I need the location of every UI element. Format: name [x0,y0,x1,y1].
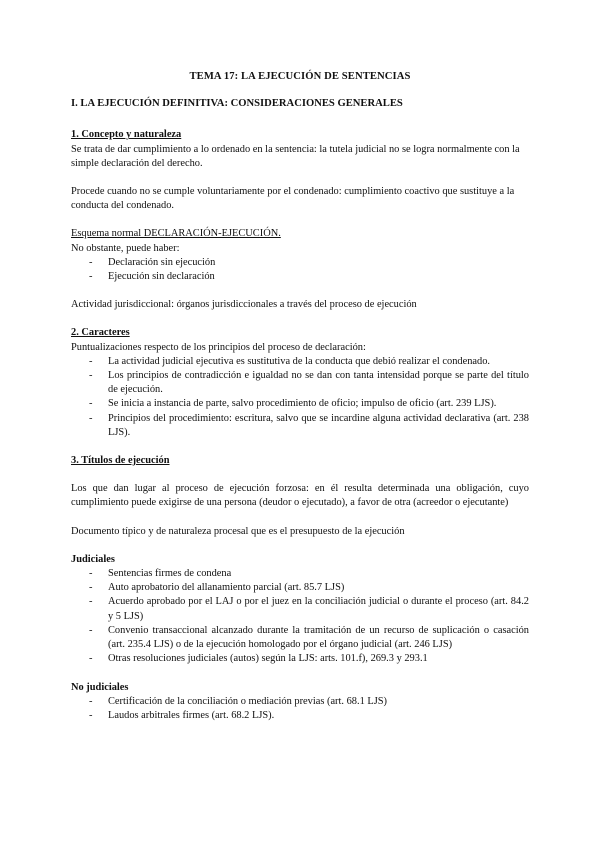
paragraph-concepto-2: Procede cuando no se cumple voluntariamente por el condenado: cumplimiento coactivo que sustituye a la conducta del condenado. [71,186,515,212]
list-caracteres [71,355,529,440]
list-item-text: Se inicia a instancia de parte, salvo procedimiento de oficio; impulso de oficio (art. 239 LJS). [108,398,497,410]
heading-concepto: 1. Concepto y naturaleza [71,129,182,141]
list-item-text: Ejecución sin declaración [108,271,215,283]
list-item-text: Otras resoluciones judiciales (autos) según la LJS: arts. 101.f), 269.3 y 293.1 [108,653,428,665]
heading-caracteres: 2. Caracteres [71,327,130,339]
heading-judiciales: Judiciales [71,553,115,565]
dash-bullet: - [89,271,93,283]
dash-bullet: - [89,695,93,707]
list-item [71,412,529,440]
list-item [71,652,529,666]
list-concepto [71,256,529,284]
list-judiciales [71,567,529,666]
document-title: TEMA 17: LA EJECUCIÓN DE SENTENCIAS [189,71,411,82]
paragraph-concepto-1: Se trata de dar cumplimiento a lo ordenado en la sentencia: la tutela judicial no se logra normalmente con la simple declaración del derecho. [71,143,520,169]
dash-bullet: - [89,624,93,636]
schema-line: Esquema normal DECLARACIÓN-EJECUCIÓN. [71,228,281,240]
heading-titulos: 3. Títulos de ejecución [71,455,170,467]
list-item-text: Convenio transaccional alcanzado durante la tramitación de un recurso de suplicación o casación (art. 235.4 LJS) o de la ejecución homologado por el órgano judicial (art. 246 LJS) [108,624,529,651]
list-item [71,709,529,723]
dash-bullet: - [89,653,93,665]
list-item-text: Laudos arbitrales firmes (art. 68.2 LJS). [108,709,275,721]
list-item [71,256,529,270]
caracteres-intro: Puntualizaciones respecto de los principios del proceso de declaración: [71,341,366,353]
section-title: I. LA EJECUCIÓN DEFINITIVA: CONSIDERACIONES GENERALES [71,98,403,110]
list-item [71,369,529,397]
list-item [71,624,529,652]
dash-bullet: - [89,370,93,382]
list-item-text: Certificación de la conciliación o mediación previas (art. 68.1 LJS) [108,695,388,707]
list-item [71,355,529,369]
dash-bullet: - [89,412,93,424]
activity-line: Actividad jurisdiccional: órganos jurisdiccionales a través del proceso de ejecución [71,299,417,311]
however-line: No obstante, puede haber: [71,242,180,254]
dash-bullet: - [89,709,93,721]
list-item [71,581,529,595]
list-item [71,567,529,581]
paragraph-titulos-1: Los que dan lugar al proceso de ejecución forzosa: en él resulta determinada una obligación, cuyo cumplimiento puede exigirse de una persona (deudor o ejecutado), a favor de otra (acreedor o ejecutante) [71,483,529,509]
dash-bullet: - [89,596,93,608]
list-item [71,270,529,284]
heading-no-judiciales: No judiciales [71,681,129,693]
list-item [71,695,529,709]
dash-bullet: - [89,355,93,367]
list-item-text: La actividad judicial ejecutiva es sustitutiva de la conducta que debió realizar el condenado. [108,355,490,367]
dash-bullet: - [89,398,93,410]
dash-bullet: - [89,568,93,580]
list-item-text: Declaración sin ejecución [108,256,216,268]
list-item-text: Sentencias firmes de condena [108,568,232,580]
list-no-judiciales [71,695,529,723]
list-item-text: Los principios de contradicción e igualdad no se dan con tanta intensidad porque se parte del título de ejecución. [108,370,529,396]
dash-bullet: - [89,256,93,268]
list-item-text: Auto aprobatorio del allanamiento parcial (art. 85.7 LJS) [108,582,345,594]
list-item [71,397,529,411]
dash-bullet: - [89,582,93,594]
list-item [71,595,529,623]
list-item-text: Principios del procedimiento: escritura, salvo que se incardine alguna actividad declarativa (art. 238 LJS). [108,412,529,438]
paragraph-titulos-2: Documento típico y de naturaleza procesal que es el presupuesto de la ejecución [71,525,405,537]
list-item-text: Acuerdo aprobado por el LAJ o por el juez en la conciliación judicial o durante el proceso (art. 84.2 y 5 LJS) [108,596,529,622]
